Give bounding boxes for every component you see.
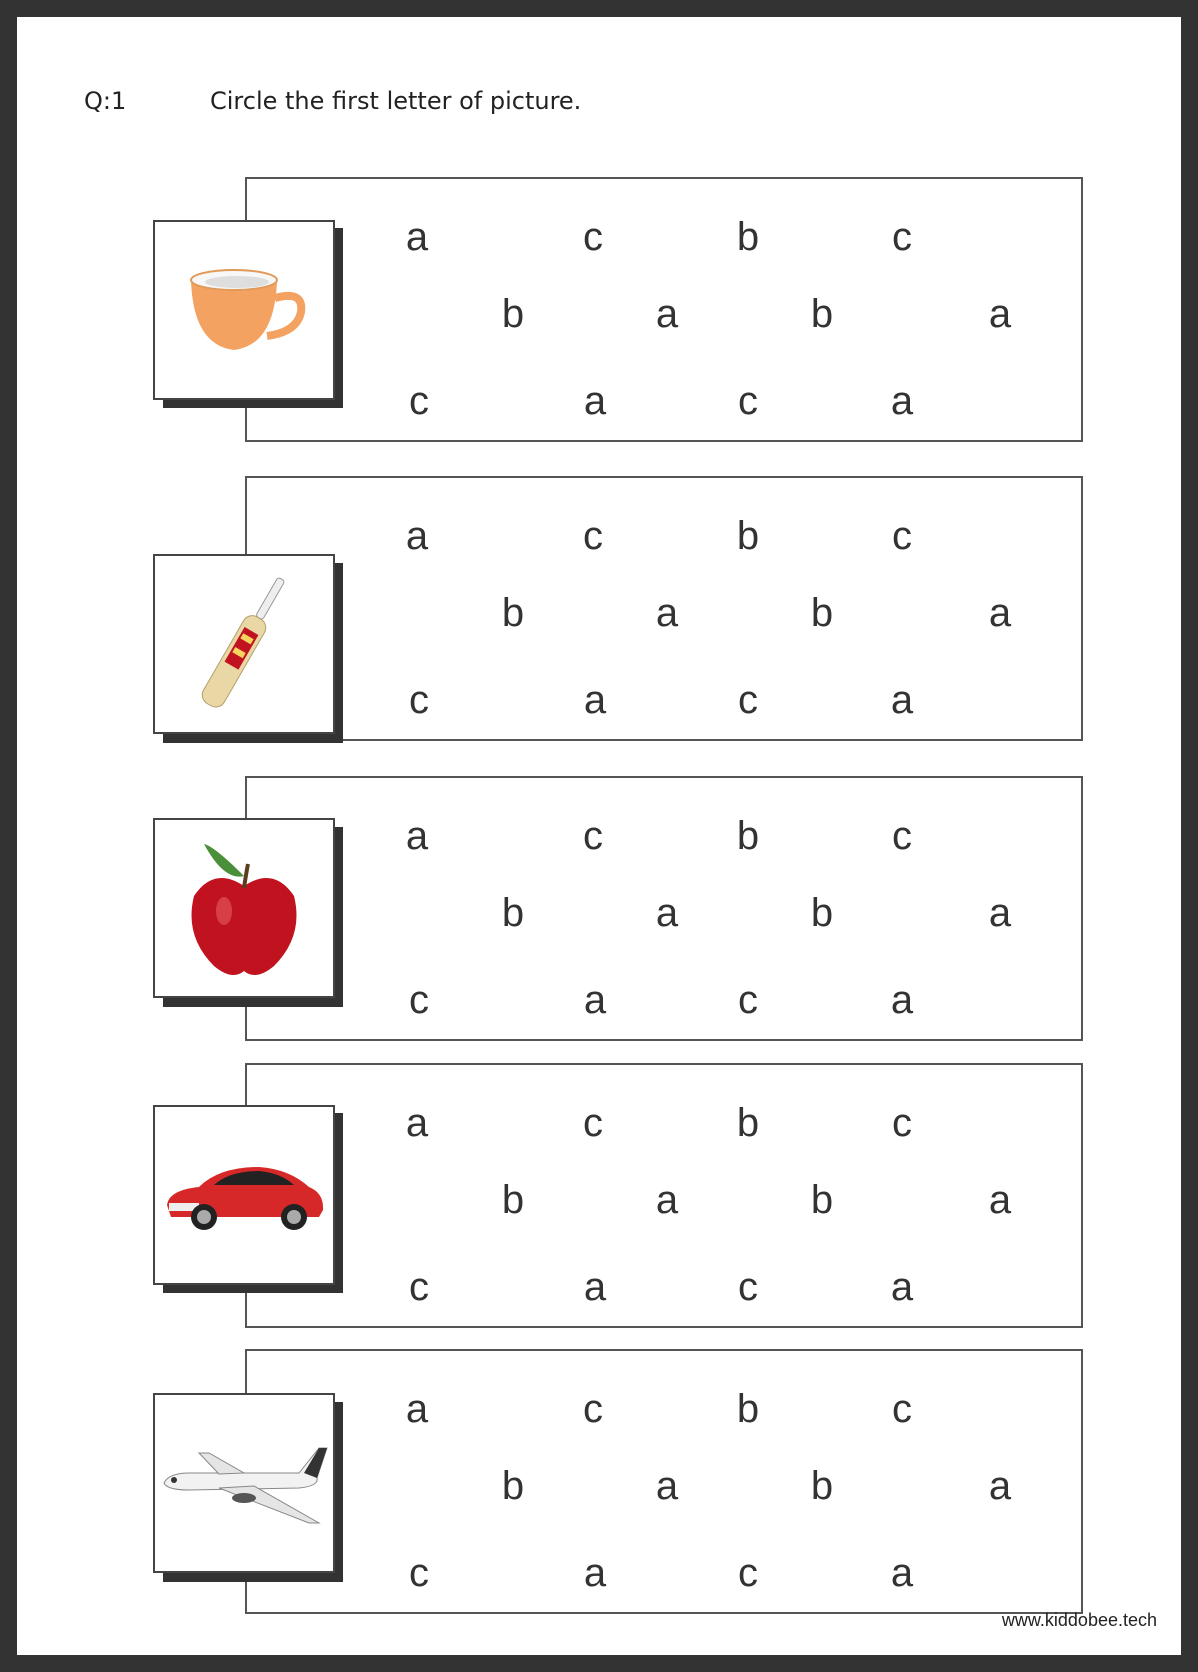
letter-option[interactable]: a <box>583 678 607 722</box>
letter-option[interactable]: c <box>409 1265 429 1309</box>
question-number: Q:1 <box>84 87 127 115</box>
letter-option[interactable]: a <box>988 591 1012 635</box>
letter-option[interactable]: c <box>409 978 429 1022</box>
letter-option[interactable]: b <box>810 1464 834 1508</box>
letter-option[interactable]: a <box>583 1265 607 1309</box>
letter-option[interactable]: c <box>738 379 758 423</box>
letter-option[interactable]: b <box>736 215 760 259</box>
letter-option[interactable]: a <box>890 978 914 1022</box>
picture-card-cup <box>153 220 335 400</box>
letter-option[interactable]: a <box>583 379 607 423</box>
letter-option[interactable]: a <box>890 379 914 423</box>
letter-option[interactable]: a <box>583 978 607 1022</box>
letter-option[interactable]: c <box>892 814 912 858</box>
letter-option[interactable]: b <box>810 591 834 635</box>
letter-option[interactable]: b <box>501 891 525 935</box>
question-instruction: Circle the first letter of picture. <box>210 87 582 115</box>
car-icon <box>159 1155 329 1235</box>
letter-option[interactable]: c <box>409 1551 429 1595</box>
letter-option[interactable]: a <box>655 1178 679 1222</box>
letter-option[interactable]: b <box>736 1387 760 1431</box>
letter-option[interactable]: b <box>501 292 525 336</box>
letter-option[interactable]: c <box>583 814 603 858</box>
letter-option[interactable]: c <box>583 1387 603 1431</box>
letter-option[interactable]: a <box>655 591 679 635</box>
letter-option[interactable]: c <box>892 1387 912 1431</box>
letter-option[interactable]: a <box>988 1464 1012 1508</box>
letter-option[interactable]: b <box>810 292 834 336</box>
letter-option[interactable]: a <box>890 678 914 722</box>
letter-option[interactable]: a <box>890 1265 914 1309</box>
letter-option[interactable]: a <box>655 1464 679 1508</box>
letter-option[interactable]: a <box>405 814 429 858</box>
letter-option[interactable]: a <box>583 1551 607 1595</box>
picture-card-car <box>153 1105 335 1285</box>
letter-option[interactable]: a <box>405 1387 429 1431</box>
letter-option[interactable]: b <box>501 1178 525 1222</box>
letter-option[interactable]: b <box>736 814 760 858</box>
letter-option[interactable]: b <box>810 1178 834 1222</box>
letter-option[interactable]: a <box>405 1101 429 1145</box>
letter-option[interactable]: a <box>988 1178 1012 1222</box>
letter-option[interactable]: a <box>405 215 429 259</box>
letter-option[interactable]: b <box>501 591 525 635</box>
letter-option[interactable]: a <box>655 891 679 935</box>
airplane-icon <box>159 1438 329 1528</box>
letter-option[interactable]: c <box>892 1101 912 1145</box>
letter-option[interactable]: b <box>736 1101 760 1145</box>
letter-option[interactable]: a <box>655 292 679 336</box>
apple-icon <box>184 836 304 981</box>
letter-option[interactable]: c <box>738 978 758 1022</box>
picture-card-bat <box>153 554 335 734</box>
picture-card-apple <box>153 818 335 998</box>
letter-option[interactable]: a <box>405 514 429 558</box>
footer-url: www.kiddobee.tech <box>1001 1610 1157 1630</box>
cup-icon <box>179 260 309 360</box>
letter-option[interactable]: c <box>738 1265 758 1309</box>
letter-option[interactable]: c <box>738 1551 758 1595</box>
letter-option[interactable]: c <box>892 514 912 558</box>
letter-option[interactable]: a <box>988 292 1012 336</box>
letter-option[interactable]: a <box>988 891 1012 935</box>
letter-option[interactable]: c <box>583 215 603 259</box>
letter-option[interactable]: c <box>583 1101 603 1145</box>
letter-option[interactable]: c <box>892 215 912 259</box>
bat-icon <box>184 569 304 719</box>
picture-card-airplane <box>153 1393 335 1573</box>
letter-option[interactable]: c <box>409 678 429 722</box>
letter-option[interactable]: a <box>890 1551 914 1595</box>
letter-option[interactable]: c <box>583 514 603 558</box>
letter-option[interactable]: b <box>736 514 760 558</box>
letter-option[interactable]: c <box>738 678 758 722</box>
letter-option[interactable]: c <box>409 379 429 423</box>
letter-option[interactable]: b <box>501 1464 525 1508</box>
letter-option[interactable]: b <box>810 891 834 935</box>
